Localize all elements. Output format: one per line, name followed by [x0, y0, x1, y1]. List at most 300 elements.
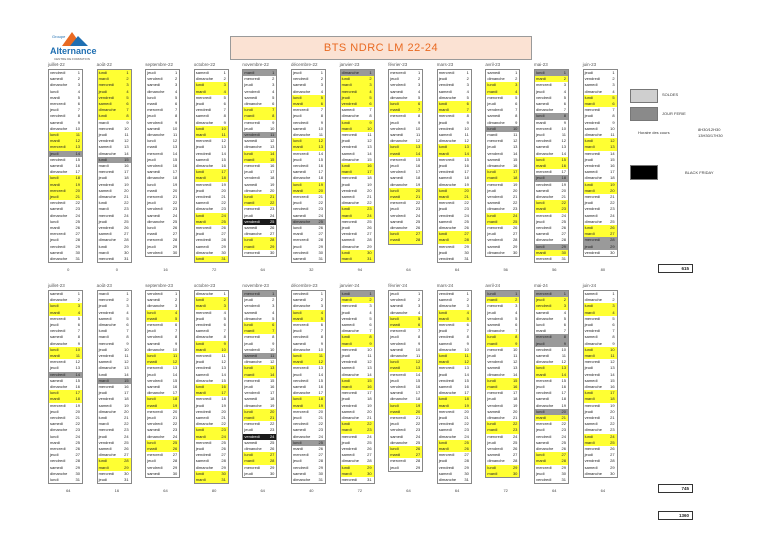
day-number: 12 [269, 138, 275, 144]
weekday-name: dimanche [147, 390, 165, 396]
day-number: 19 [269, 181, 275, 187]
day-number: 9 [126, 340, 129, 346]
weekday-name: mardi [341, 470, 352, 476]
day-number: 25 [367, 218, 372, 224]
day-number: 29 [221, 243, 226, 249]
weekday-name: jeudi [341, 138, 351, 144]
weekday-name: mardi [390, 150, 401, 156]
day-number: 27 [75, 452, 80, 458]
weekday-name: mardi [195, 88, 206, 94]
day-number: 9 [369, 340, 372, 346]
day-number: 28 [221, 237, 226, 243]
day-number: 20 [269, 187, 275, 193]
day-number: 21 [318, 194, 323, 199]
weekday-name: lundi [438, 144, 448, 150]
day-number: 18 [124, 396, 129, 402]
weekday-name: samedi [195, 243, 209, 249]
weekday-name: dimanche [341, 113, 359, 119]
weekday-name: jeudi [487, 144, 496, 150]
day-number: 18 [415, 396, 421, 402]
day-number: 13 [610, 144, 615, 150]
day-number: 23 [124, 427, 129, 433]
day-number: 31 [561, 256, 566, 261]
day-number: 15 [172, 377, 178, 383]
weekday-name: jeudi [50, 322, 59, 327]
weekday-name: jeudi [293, 70, 302, 75]
weekday-name: mercredi [536, 82, 552, 88]
weekday-name: dimanche [341, 243, 359, 249]
month-total: 16 [163, 267, 168, 273]
weekday-name: jeudi [390, 334, 399, 340]
day-number: 31 [318, 477, 323, 482]
day-number: 10 [561, 125, 566, 131]
day-number: 28 [269, 237, 275, 243]
weekday-name: mardi [438, 446, 449, 451]
weekday-name: mardi [341, 384, 352, 389]
day-number: 18 [75, 175, 80, 181]
day-number: 5 [320, 315, 323, 321]
weekday-name: dimanche [341, 156, 359, 162]
day-number: 22 [415, 200, 421, 206]
weekday-name: jeudi [147, 458, 156, 464]
month-total: 64 [260, 267, 265, 273]
day-number: 20 [464, 187, 469, 193]
weekday-name: dimanche [244, 315, 262, 321]
month-header: février-23 [388, 62, 408, 67]
weekday-name: lundi [50, 390, 59, 396]
weekday-name: jeudi [98, 132, 108, 137]
day-number: 5 [369, 315, 372, 321]
day-number: 19 [561, 181, 566, 187]
weekday-name: dimanche [147, 346, 165, 352]
weekday-name: jeudi [195, 187, 205, 193]
weekday-name: vendredi [50, 415, 66, 420]
weekday-name: dimanche [390, 225, 408, 230]
weekday-name: vendredi [438, 334, 455, 340]
day-number: 24 [269, 212, 275, 218]
weekday-name: vendredi [147, 249, 163, 255]
month-days [48, 290, 83, 484]
weekday-name: dimanche [438, 94, 457, 100]
day-number: 19 [221, 181, 226, 187]
day-number: 7 [272, 328, 275, 334]
day-number: 3 [417, 82, 421, 88]
day-number: 28 [318, 237, 323, 243]
weekday-name: vendredi [195, 194, 212, 199]
weekday-name: lundi [293, 138, 302, 144]
day-number: 27 [172, 231, 178, 237]
day-number: 5 [320, 94, 323, 100]
weekday-name: lundi [293, 181, 302, 187]
day-number: 4 [369, 309, 372, 315]
weekday-name: mercredi [293, 194, 309, 199]
day-number: 9 [320, 340, 323, 346]
weekday-name: vendredi [147, 464, 163, 470]
weekday-name: jeudi [50, 408, 59, 414]
weekday-name: dimanche [244, 231, 262, 237]
day-number: 8 [466, 113, 469, 119]
weekday-name: vendredi [195, 408, 212, 414]
weekday-name: jeudi [487, 396, 496, 402]
day-number: 14 [610, 150, 615, 156]
weekday-name: lundi [244, 408, 253, 414]
weekday-name: mercredi [147, 408, 163, 414]
weekday-name: samedi [438, 218, 452, 224]
day-number: 17 [221, 390, 226, 396]
day-number: 15 [367, 377, 372, 383]
weekday-name: dimanche [341, 328, 359, 334]
weekday-name: samedi [487, 322, 501, 327]
day-number: 31 [367, 256, 372, 261]
weekday-name: mardi [98, 76, 109, 82]
day-number: 12 [610, 359, 615, 365]
weekday-name: mardi [438, 315, 449, 321]
day-number: 20 [124, 408, 129, 414]
day-number: 13 [561, 144, 566, 150]
day-number: 12 [269, 359, 275, 365]
day-number: 30 [512, 249, 518, 255]
day-number: 13 [512, 144, 518, 150]
month-header: octobre-22 [193, 62, 216, 67]
weekday-name: vendredi [98, 353, 114, 358]
day-number: 30 [464, 470, 469, 476]
day-number: 8 [417, 334, 421, 340]
day-number: 21 [464, 194, 469, 199]
day-number: 1 [369, 70, 372, 75]
day-number: 20 [124, 187, 129, 193]
weekday-name: lundi [536, 156, 545, 162]
weekday-name: dimanche [195, 421, 214, 427]
month-header: juin-24 [582, 283, 597, 288]
day-number: 25 [464, 218, 469, 224]
day-number: 19 [512, 181, 518, 187]
weekday-name: lundi [195, 384, 205, 389]
month-days [145, 69, 180, 257]
day-number: 19 [464, 402, 469, 408]
month-total: 72 [357, 488, 363, 494]
day-number: 3 [417, 303, 421, 309]
day-number: 4 [515, 309, 518, 315]
weekday-name: mercredi [98, 384, 115, 389]
weekday-name: samedi [438, 470, 452, 476]
weekday-name: samedi [50, 334, 63, 340]
weekday-name: lundi [195, 256, 205, 261]
month-days [242, 69, 277, 257]
day-number: 15 [610, 377, 615, 383]
weekday-name: vendredi [487, 359, 503, 365]
day-number: 7 [515, 328, 518, 334]
day-number: 8 [417, 113, 421, 119]
weekday-name: mardi [50, 439, 61, 445]
day-number: 15 [464, 377, 469, 383]
day-number: 31 [221, 477, 226, 482]
day-number: 20 [318, 408, 323, 414]
day-number: 2 [174, 297, 178, 303]
weekday-name: vendredi [293, 334, 309, 340]
day-number: 6 [174, 101, 178, 106]
day-number: 22 [512, 421, 518, 427]
weekday-name: dimanche [390, 353, 408, 358]
day-number: 23 [561, 427, 566, 433]
day-number: 27 [415, 231, 421, 237]
weekday-name: samedi [50, 163, 63, 168]
day-number: 8 [515, 334, 518, 340]
day-number: 4 [417, 88, 421, 94]
weekday-name: dimanche [147, 218, 165, 224]
day-number: 21 [610, 415, 615, 420]
weekday-name: samedi [98, 144, 112, 150]
weekday-name: mardi [195, 175, 206, 181]
day-number: 1 [515, 291, 518, 296]
weekday-name: lundi [584, 225, 594, 230]
day-number: 31 [75, 477, 80, 482]
day-number: 18 [318, 396, 323, 402]
day-number: 26 [415, 446, 421, 451]
day-number: 9 [417, 340, 421, 346]
weekday-name: vendredi [584, 371, 600, 377]
weekday-name: dimanche [244, 187, 262, 193]
day-number: 27 [464, 452, 469, 458]
day-number: 10 [75, 125, 80, 131]
day-number: 21 [367, 415, 372, 420]
weekday-name: vendredi [195, 150, 212, 156]
weekday-name: mardi [438, 107, 449, 113]
weekday-name: jeudi [584, 322, 594, 327]
weekday-name: lundi [244, 194, 253, 199]
day-number: 29 [124, 464, 129, 470]
weekday-name: lundi [487, 421, 496, 427]
day-number: 11 [221, 132, 226, 137]
weekday-name: mardi [147, 187, 158, 193]
weekday-name: lundi [536, 113, 545, 119]
weekday-name: samedi [293, 384, 306, 389]
day-number: 24 [221, 433, 226, 439]
day-number: 6 [272, 101, 275, 106]
weekday-name: dimanche [98, 365, 116, 371]
day-number: 13 [124, 144, 129, 150]
weekday-name: dimanche [536, 237, 554, 243]
weekday-name: vendredi [536, 390, 552, 396]
day-number: 15 [269, 377, 275, 383]
weekday-name: lundi [536, 322, 545, 327]
day-number: 3 [369, 82, 372, 88]
day-number: 15 [124, 156, 129, 162]
day-number: 13 [561, 365, 566, 371]
day-number: 10 [464, 125, 469, 131]
day-number: 3 [515, 82, 518, 88]
day-number: 26 [172, 225, 178, 230]
weekday-name: vendredi [50, 200, 66, 206]
day-number: 22 [124, 200, 129, 206]
weekday-name: jeudi [147, 243, 156, 249]
weekday-name: lundi [487, 125, 496, 131]
weekday-name: mardi [341, 82, 352, 88]
weekday-name: dimanche [293, 218, 311, 224]
month-total: 80 [211, 488, 217, 494]
weekday-name: mercredi [487, 138, 503, 144]
weekday-name: lundi [438, 231, 448, 237]
weekday-name: vendredi [293, 163, 309, 168]
day-number: 25 [221, 218, 226, 224]
day-number: 8 [223, 113, 226, 119]
day-number: 3 [223, 82, 226, 88]
weekday-name: samedi [147, 212, 161, 218]
day-number: 9 [515, 340, 518, 346]
day-number: 20 [561, 187, 566, 193]
month-header: décembre-23 [291, 283, 318, 288]
day-number: 7 [320, 107, 323, 113]
weekday-name: mercredi [50, 187, 66, 193]
day-number: 8 [223, 334, 226, 340]
day-number: 31 [464, 477, 469, 482]
weekday-name: mardi [584, 396, 595, 402]
weekday-name: lundi [341, 119, 351, 125]
day-number: 4 [272, 309, 275, 315]
weekday-name: lundi [98, 113, 108, 119]
weekday-name: dimanche [98, 408, 116, 414]
day-number: 21 [172, 415, 178, 420]
day-number: 9 [417, 119, 421, 125]
weekday-name: mercredi [50, 231, 66, 237]
weekday-name: mercredi [98, 297, 115, 303]
day-number: 17 [610, 169, 615, 175]
day-number: 13 [269, 365, 275, 371]
month-header: septembre-22 [145, 62, 173, 67]
day-number: 31 [124, 477, 129, 482]
weekday-name: mardi [438, 359, 449, 365]
weekday-name: vendredi [487, 107, 503, 113]
weekday-name: mercredi [98, 169, 115, 175]
weekday-name: dimanche [244, 359, 262, 365]
day-cell [98, 256, 131, 262]
day-cell [341, 477, 374, 483]
weekday-name: jeudi [536, 88, 545, 94]
day-number: 22 [124, 421, 129, 427]
weekday-name: vendredi [487, 402, 503, 408]
weekday-name: mercredi [244, 291, 260, 296]
month-total: 64 [552, 488, 557, 494]
weekday-name: jeudi [147, 156, 156, 162]
weekday-name: samedi [195, 156, 209, 162]
weekday-name: mardi [536, 328, 547, 334]
weekday-name: dimanche [584, 470, 602, 476]
total-year-1: 615 [658, 264, 693, 273]
day-number: 27 [221, 231, 226, 237]
weekday-name: mercredi [487, 303, 503, 309]
weekday-name: dimanche [584, 175, 602, 181]
weekday-name: dimanche [98, 107, 116, 113]
day-number: 18 [561, 175, 566, 181]
weekday-name: lundi [293, 94, 302, 100]
day-number: 28 [124, 458, 129, 464]
day-number: 24 [172, 212, 178, 218]
day-number: 6 [563, 101, 566, 106]
weekday-name: samedi [147, 340, 161, 346]
weekday-name: lundi [98, 415, 108, 420]
weekday-name: dimanche [487, 249, 505, 255]
day-number: 10 [318, 125, 323, 131]
day-number: 23 [269, 427, 275, 433]
weekday-name: vendredi [98, 94, 114, 100]
weekday-name: lundi [50, 175, 59, 181]
weekday-name: mardi [293, 315, 304, 321]
weekday-name: mercredi [341, 132, 358, 137]
day-number: 7 [612, 328, 615, 334]
weekday-name: mercredi [293, 365, 309, 371]
weekday-name: mardi [147, 402, 158, 408]
weekday-name: samedi [487, 113, 501, 119]
day-number: 22 [464, 421, 469, 427]
day-number: 5 [612, 315, 615, 321]
day-number: 18 [561, 396, 566, 402]
weekday-name: mercredi [195, 94, 212, 100]
weekday-name: dimanche [341, 200, 359, 206]
weekday-name: mercredi [487, 181, 503, 187]
weekday-name: jeudi [536, 427, 545, 433]
weekday-name: samedi [438, 132, 452, 137]
day-number: 25 [415, 439, 421, 445]
weekday-name: samedi [584, 291, 598, 296]
weekday-name: samedi [98, 101, 112, 106]
day-number: 25 [172, 439, 178, 445]
day-number: 20 [269, 408, 275, 414]
weekday-name: mardi [98, 206, 109, 212]
day-number: 4 [126, 309, 129, 315]
weekday-name: vendredi [536, 94, 552, 100]
day-number: 17 [75, 169, 80, 175]
weekday-name: mercredi [438, 322, 455, 327]
day-number: 28 [464, 237, 469, 243]
weekday-name: vendredi [98, 225, 114, 230]
day-number: 26 [75, 225, 80, 230]
day-number: 19 [512, 402, 518, 408]
day-number: 14 [172, 371, 178, 377]
weekday-name: dimanche [50, 125, 68, 131]
day-number: 2 [417, 76, 421, 82]
day-number: 11 [318, 353, 323, 358]
day-number: 8 [77, 334, 80, 340]
weekday-name: vendredi [98, 181, 114, 187]
weekday-name: mercredi [438, 113, 455, 119]
weekday-name: dimanche [487, 119, 505, 125]
day-number: 17 [561, 390, 566, 396]
weekday-name: mardi [195, 303, 206, 309]
weekday-name: dimanche [293, 88, 311, 94]
weekday-name: samedi [147, 125, 161, 131]
weekday-name: dimanche [536, 315, 554, 321]
day-number: 17 [464, 390, 469, 396]
weekday-name: vendredi [50, 70, 66, 75]
legend-horaire-2: 13H30/17H30 [698, 133, 723, 138]
weekday-name: lundi [584, 138, 594, 144]
weekday-name: mercredi [98, 340, 115, 346]
day-number: 8 [369, 113, 372, 119]
day-number: 2 [320, 297, 323, 303]
weekday-name: jeudi [390, 377, 399, 383]
day-number: 15 [464, 156, 469, 162]
day-number: 3 [320, 82, 323, 88]
day-number: 18 [269, 175, 275, 181]
day-number: 4 [417, 309, 421, 315]
weekday-name: mercredi [536, 125, 552, 131]
weekday-name: jeudi [536, 175, 545, 181]
day-number: 16 [561, 384, 566, 389]
day-number: 26 [318, 225, 323, 230]
weekday-name: vendredi [536, 138, 552, 144]
weekday-name: samedi [195, 415, 209, 420]
day-number: 27 [512, 231, 518, 237]
day-number: 24 [610, 212, 615, 218]
